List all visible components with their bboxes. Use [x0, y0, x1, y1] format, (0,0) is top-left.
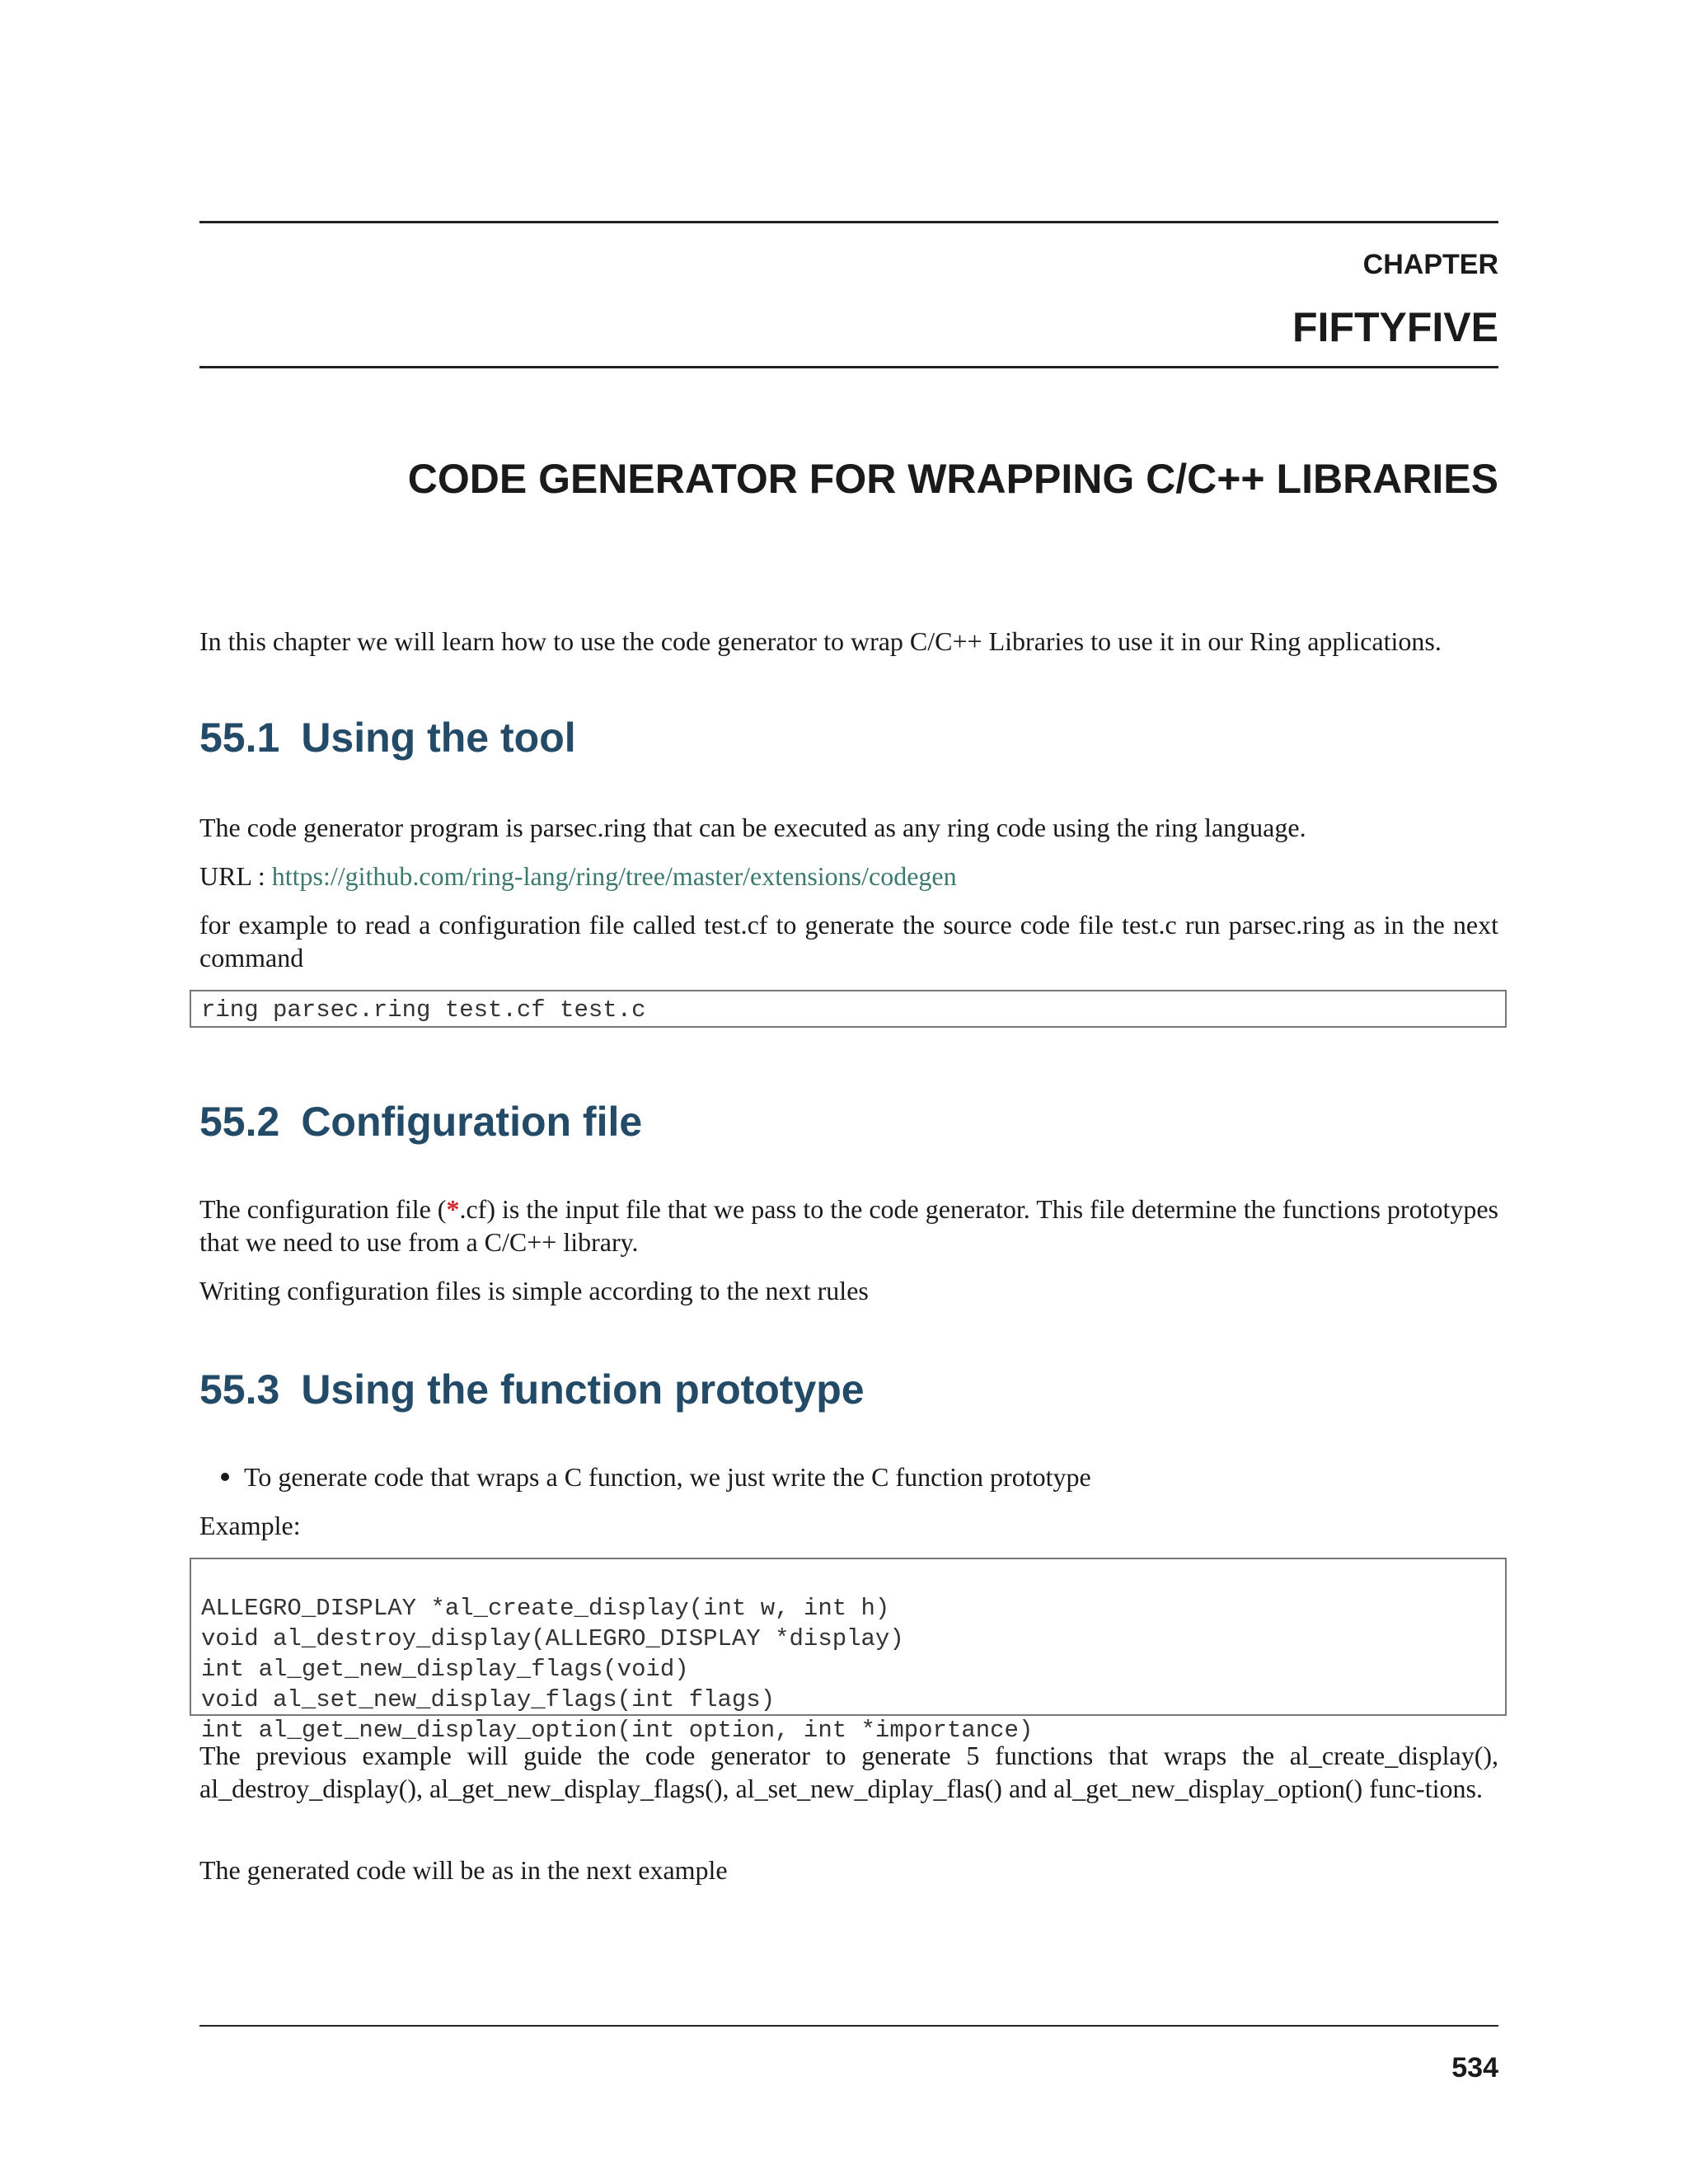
section-55-2-paragraph-1: [199, 1193, 1498, 1258]
code-line: ALLEGRO_DISPLAY *al_create_display(int w, int h): [201, 1595, 890, 1622]
section-heading-55-1: [199, 714, 576, 762]
chapter-title: CODE GENERATOR FOR WRAPPING C/C++ LIBRARIES: [407, 456, 1498, 502]
section-heading-55-2: [199, 1098, 642, 1146]
bullet-icon: [221, 1473, 229, 1481]
code-line: void al_set_new_display_flags(int flags): [201, 1686, 776, 1713]
code-line: void al_destroy_display(ALLEGRO_DISPLAY *display): [201, 1625, 904, 1652]
chapter-label: CHAPTER: [1362, 249, 1498, 280]
code-line: int al_get_new_display_option(int option, int *importance): [201, 1717, 1034, 1744]
url-label: URL :: [199, 861, 272, 891]
bullet-item: [244, 1460, 1091, 1493]
asterisk-highlight: *: [446, 1194, 460, 1224]
footer-rule: [199, 2025, 1498, 2027]
chapter-top-rule: [199, 221, 1498, 223]
section-55-3-paragraph-after-code: The previous example will guide the code generator to generate 5 functions that wraps the al_create_display(), al_destroy_display(), al_get_new_display_flags(), al_set_new_diplay_flas() and al_get_new_display_option() func-tions.: [199, 1741, 1498, 1803]
bullet-text: To generate code that wraps a C function, we just write the C function prototype: [244, 1462, 1091, 1492]
section-title: Using the function prototype: [301, 1366, 865, 1413]
section-number: 55.3: [199, 1366, 280, 1413]
section-number: 55.2: [199, 1099, 280, 1145]
prototype-code-block: [190, 1558, 1507, 1744]
section-title: Using the tool: [301, 715, 576, 761]
section-title: Configuration file: [301, 1099, 643, 1145]
intro-paragraph: In this chapter we will learn how to use the code generator to wrap C/C++ Libraries to use it in our Ring applications.: [199, 626, 1442, 656]
example-label: Example:: [199, 1511, 301, 1540]
section-number: 55.1: [199, 715, 280, 761]
section-55-2-paragraph-2: Writing configuration files is simple according to the next rules: [199, 1276, 869, 1305]
section-55-3-paragraph-last: The generated code will be as in the next example: [199, 1855, 728, 1885]
codegen-url-link[interactable]: https://github.com/ring-lang/ring/tree/master/extensions/codegen: [271, 861, 957, 891]
section-55-1-paragraph-1: The code generator program is parsec.ring that can be executed as any ring code using the ring language.: [199, 813, 1306, 842]
code-line: int al_get_new_display_flags(void): [201, 1656, 689, 1683]
page-number: 534: [1451, 2052, 1498, 2083]
text-run: .cf) is the input file that we pass to the code generator. This file determine the functions prototypes that we need to use from a C/C++ library.: [199, 1194, 1499, 1257]
url-line: [199, 860, 1498, 893]
chapter-number: FIFTYFIVE: [1292, 304, 1498, 350]
command-code-block: ring parsec.ring test.cf test.c: [190, 990, 1507, 1028]
section-55-1-paragraph-2: for example to read a configuration file called test.cf to generate the source code file test.c run parsec.ring as in the next command: [199, 910, 1498, 972]
chapter-bottom-rule: [199, 366, 1498, 368]
section-heading-55-3: [199, 1366, 865, 1413]
text-run: The configuration file (: [199, 1194, 447, 1224]
